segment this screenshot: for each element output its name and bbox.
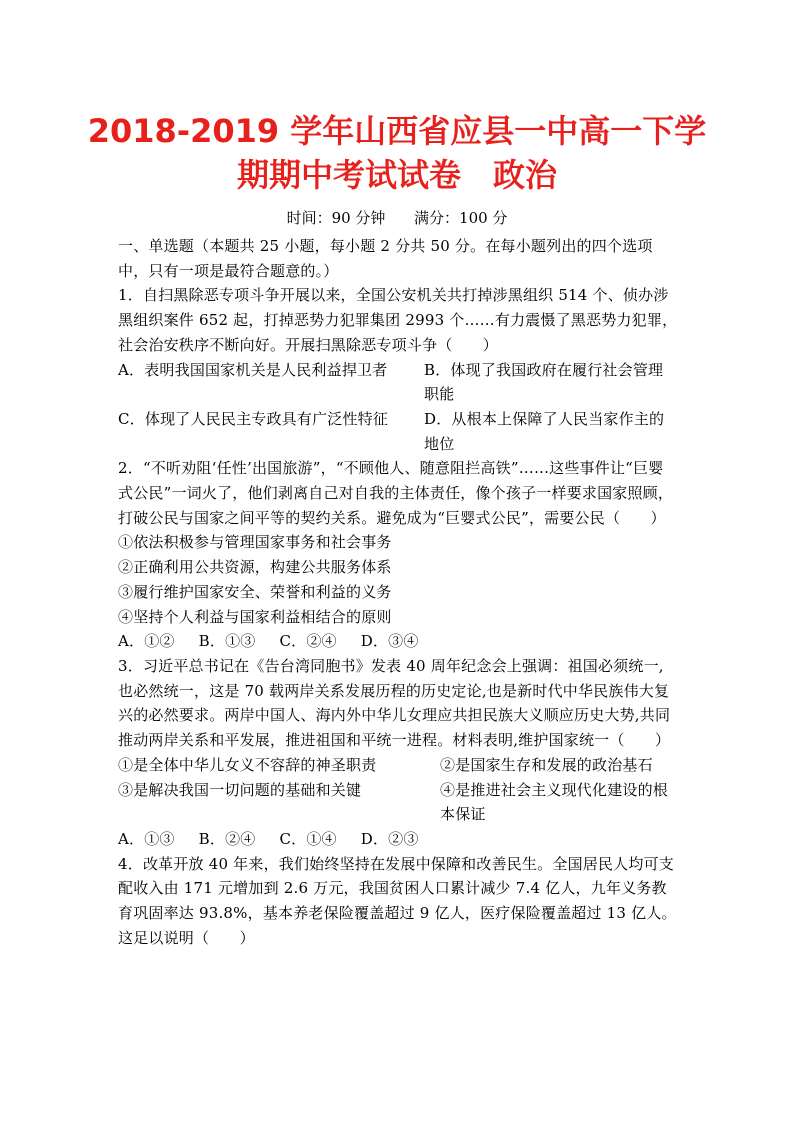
q1-option-a: A．表明我国国家机关是人民利益捍卫者 bbox=[118, 360, 388, 379]
q2-options bbox=[118, 629, 678, 654]
q3-statements-12 bbox=[118, 753, 678, 778]
document-title-line-2: 期期中考试试卷 政治 bbox=[236, 156, 557, 194]
section-heading: 一、单选题（本题共 25 小题，每小题 2 分共 50 分。在每小题列出的四个选项中，只有一项是最符合题意的。） bbox=[118, 237, 653, 280]
q3-option-b: B．②④ bbox=[198, 829, 256, 848]
question-3-stem: 3．习近平总书记在《告台湾同胞书》发表 40 周年纪念会上强调：祖国必须统一,也必然统一，这是 70 载两岸关系发展历程的历史定论,也是新时代中华民族伟大复兴的必然要求。两岸中国人、海内外中华儿女理应共担民族大义顺应历史大势,共同推动两岸关系和平发展，推进祖国和平统一进程。材料表明,维护国家统一（ ） bbox=[118, 656, 671, 750]
question-1-stem: 1．自扫黑除恶专项斗争开展以来，全国公安机关共打掉涉黑组织 514 个、侦办涉黑组织案件 652 起，打掉恶势力犯罪集团 2993 个……有力震慑了黑恶势力犯罪，社会治安秩序不断向好。开展扫黑除恶专项斗争（ ） bbox=[118, 286, 678, 354]
q3-statements-34 bbox=[118, 778, 678, 827]
q2-statement-1: ①依法积极参与管理国家事务和社会事务 bbox=[118, 533, 392, 552]
q2-statement-2: ②正确利用公共资源，构建公共服务体系 bbox=[118, 558, 392, 577]
document-body bbox=[118, 234, 678, 950]
q3-options bbox=[118, 827, 678, 852]
q2-option-c: C．②④ bbox=[279, 632, 337, 651]
question-2-stem: 2．“不听劝阻‘任性’出国旅游”，“不顾他人、随意阻拦高铁”……这些事件让“巨婴式公民”一词火了，他们剥离自己对自我的主体责任，像个孩子一样要求国家照顾，打破公民与国家之间平等的契约关系。避免成为“巨婴式公民”，需要公民（ ） bbox=[118, 459, 674, 527]
q2-statement-4: ④坚持个人利益与国家利益相结合的原则 bbox=[118, 607, 392, 626]
q3-statement-1: ①是全体中华儿女义不容辞的神圣职责 bbox=[118, 755, 377, 774]
q3-statement-2: ②是国家生存和发展的政治基石 bbox=[440, 755, 653, 774]
q2-option-d: D．③④ bbox=[360, 632, 419, 651]
question-4-stem: 4．改革开放 40 年来，我们始终坚持在发展中保障和改善民生。全国居民人均可支配收入由 171 元增加到 2.6 万元，我国贫困人口累计减少 7.4 亿人，九年义务教育巩固率达 93.8%，基本养老保险覆盖超过 9 亿人，医疗保险覆盖超过 13 亿人。这足以说明（ ） bbox=[118, 854, 677, 947]
q2-statement-3: ③履行维护国家安全、荣誉和利益的义务 bbox=[118, 582, 392, 601]
q1-option-d: D．从根本上保障了人民当家作主的地位 bbox=[424, 409, 665, 453]
q3-statement-3: ③是解决我国一切问题的基础和关键 bbox=[118, 780, 362, 799]
q3-statement-4: ④是推进社会主义现代化建设的根本保证 bbox=[440, 780, 669, 824]
q3-option-d: D．②③ bbox=[360, 829, 419, 848]
document-title-line-1: 2018-2019 学年山西省应县一中高一下学 bbox=[87, 112, 707, 150]
q2-option-a: A．①② bbox=[118, 632, 175, 651]
exam-meta: 时间：90 分钟 满分：100 分 bbox=[286, 209, 508, 227]
q1-option-c: C．体现了人民民主专政具有广泛性特征 bbox=[118, 409, 389, 428]
q2-option-b: B．①③ bbox=[198, 632, 256, 651]
q3-option-a: A．①③ bbox=[118, 829, 175, 848]
q3-option-c: C．①④ bbox=[279, 829, 337, 848]
q1-option-b: B．体现了我国政府在履行社会管理职能 bbox=[424, 360, 664, 404]
